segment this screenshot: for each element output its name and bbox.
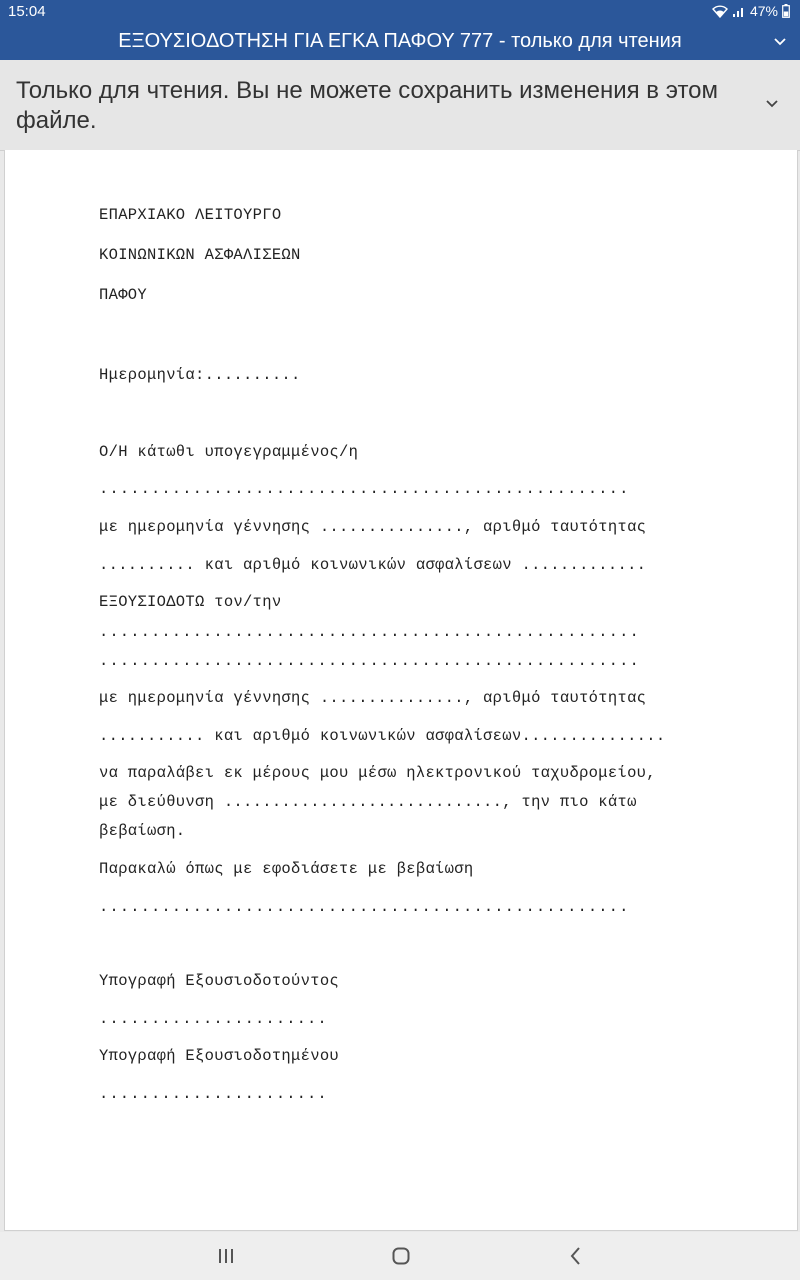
- wifi-icon: [712, 5, 728, 18]
- grantor-signature-line: ......................: [99, 1010, 328, 1028]
- date-field: Ημερομηνία:..........: [99, 366, 301, 384]
- banner-expand-icon[interactable]: [764, 96, 780, 112]
- receive-line-1: να παραλάβει εκ μέρους μου μέσω ηλεκτρονικού ταχυδρομείου,: [99, 764, 656, 782]
- grantor-name-line: ...................................................: [99, 480, 630, 498]
- grantee-insurance: ........... και αριθμό κοινωνικών ασφαλίσεων...............: [99, 727, 666, 745]
- home-icon[interactable]: [389, 1244, 413, 1268]
- header-city: ΠΑΦΟΥ: [99, 286, 148, 304]
- signal-icon: [732, 5, 746, 18]
- grantor-insurance: .......... και αριθμό κοινωνικών ασφαλίσεων .............: [99, 556, 647, 574]
- grantee-name-line-1: ....................................................: [99, 623, 640, 641]
- header-office: ΕΠΑΡΧΙΑΚΟ ΛΕΙΤΟΥΡΓΟ: [99, 206, 282, 224]
- battery-level: 47%: [749, 3, 778, 19]
- header-insurance: ΚΟΙΝΩΝΙΚΩΝ ΑΣΦΑΛΙΣΕΩΝ: [99, 246, 301, 264]
- grantee-signature-line: ......................: [99, 1085, 328, 1103]
- grantor-signature-label: Υπογραφή Εξουσιοδοτούντος: [99, 972, 340, 990]
- chevron-down-icon[interactable]: [772, 34, 788, 50]
- grantee-name-line-2: ....................................................: [99, 652, 640, 670]
- grantee-birth-id: με ημερομηνία γέννησης ..............., αριθμό ταυτότητας: [99, 689, 647, 707]
- read-only-banner[interactable]: [0, 60, 800, 151]
- navigation-bar: [0, 1232, 800, 1280]
- grantor-birth-id: με ημερομηνία γέννησης ..............., αριθμό ταυτότητας: [99, 518, 647, 536]
- status-time: 15:04: [8, 3, 46, 20]
- authorize-text: ΕΞΟΥΣΙΟΔΟΤΩ τον/την: [99, 593, 282, 611]
- receive-line-2: με διεύθυνση ............................., την πιο κάτω: [99, 793, 637, 811]
- document-title[interactable]: ΕΞΟΥΣΙΟΔΟΤΗΣΗ ΓΙΑ ΕΓΚΑ ΠΑΦΟΥ 777 - только для чтения: [118, 30, 682, 52]
- certificate-line: ...................................................: [99, 898, 630, 916]
- status-icons: [712, 3, 790, 19]
- request-text: Παρακαλώ όπως με εφοδιάσετε με βεβαίωση: [99, 860, 474, 878]
- app-bar: [0, 0, 800, 60]
- receive-line-3: βεβαίωση.: [99, 822, 186, 840]
- back-icon[interactable]: [564, 1244, 588, 1268]
- intro-text: Ο/Η κάτωθι υπογεγραμμένος/η: [99, 443, 359, 461]
- recents-icon[interactable]: [214, 1244, 238, 1268]
- read-only-message: Только для чтения. Вы не можете сохранить изменения в этом файле.: [16, 77, 719, 134]
- grantee-signature-label: Υπογραφή Εξουσιοδοτημένου: [99, 1047, 340, 1065]
- document-page[interactable]: [4, 150, 798, 1231]
- battery-icon: [782, 4, 790, 18]
